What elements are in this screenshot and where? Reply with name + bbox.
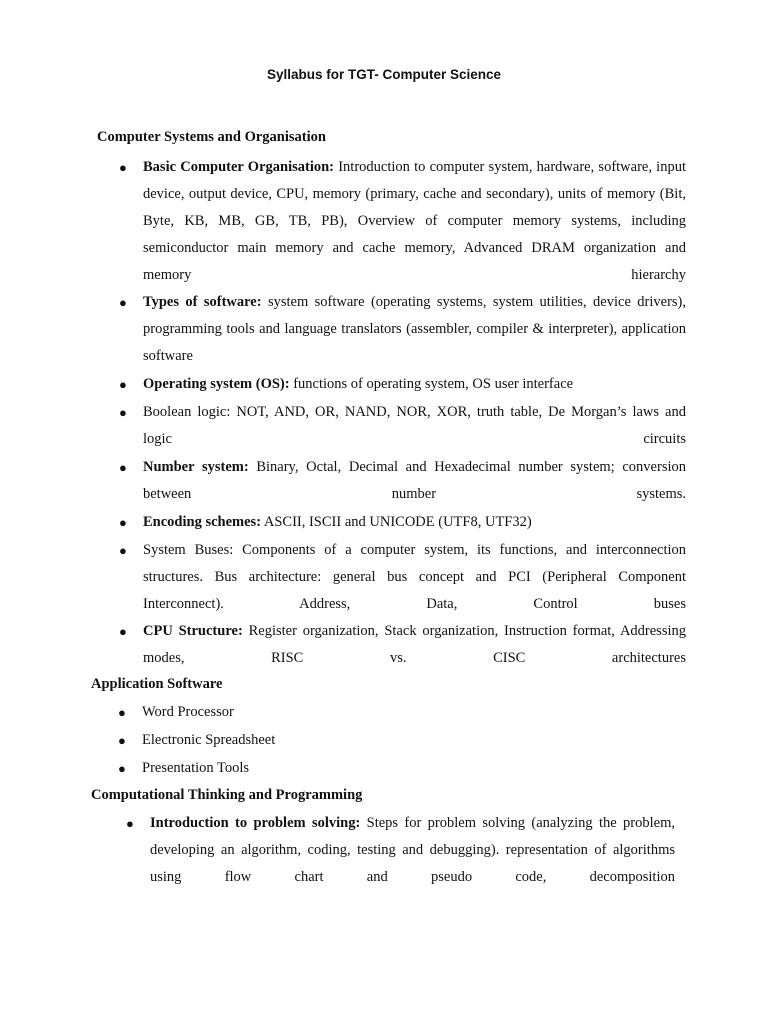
list-item: ● Types of software: system software (operating systems, system utilities, device drivers), programming tools and language translators (assembler, compiler & interpreter), application software bbox=[143, 289, 686, 397]
bullet-icon: ● bbox=[119, 295, 127, 310]
bullet-icon: ● bbox=[118, 705, 126, 720]
section-heading-computational-thinking: Computational Thinking and Programming bbox=[91, 787, 363, 803]
bullet-icon: ● bbox=[119, 460, 127, 475]
list-item: ● Number system: Binary, Octal, Decimal and Hexadecimal number system; conversion between number systems. bbox=[143, 454, 686, 535]
bullet-icon: ● bbox=[119, 160, 127, 175]
list-item: ● Boolean logic: NOT, AND, OR, NAND, NOR, XOR, truth table, De Morgan’s laws and logic circuits bbox=[143, 399, 686, 480]
bullet-icon: ● bbox=[119, 377, 127, 392]
bullet-icon: ● bbox=[119, 515, 127, 530]
list-item: ● Presentation Tools bbox=[142, 755, 685, 782]
list-item: ● Encoding schemes: ASCII, ISCII and UNICODE (UTF8, UTF32) bbox=[143, 509, 686, 536]
section-heading-computer-systems: Computer Systems and Organisation bbox=[97, 129, 326, 145]
page-title: Syllabus for TGT- Computer Science bbox=[266, 67, 502, 82]
list-item: ● Operating system (OS): functions of operating system, OS user interface bbox=[143, 371, 686, 398]
list-item: ● CPU Structure: Register organization, Stack organization, Instruction format, Addressing modes, RISC vs. CISC architectures bbox=[143, 618, 686, 699]
bullet-icon: ● bbox=[119, 543, 127, 558]
bullet-icon: ● bbox=[118, 733, 126, 748]
section-heading-application-software: Application Software bbox=[91, 676, 223, 692]
list-item: ● Basic Computer Organisation: Introduction to computer system, hardware, software, input device, output device, CPU, memory (primary, cache and secondary), units of memory (Bit, Byte, KB, MB, GB, TB, PB), Overview of computer memory systems, including semiconductor main memory and cache memory, Advanced DRAM organization and memory hierarchy bbox=[143, 154, 686, 316]
bullet-icon: ● bbox=[126, 816, 134, 831]
bullet-icon: ● bbox=[119, 405, 127, 420]
list-item: ● Introduction to problem solving: Steps for problem solving (analyzing the problem, developing an algorithm, coding, testing and debugging). representation of algorithms using flow chart and pseudo code, decomposition bbox=[150, 810, 675, 918]
bullet-icon: ● bbox=[118, 761, 126, 776]
list-item: ● System Buses: Components of a computer system, its functions, and interconnection structures. Bus architecture: general bus concept and PCI (Peripheral Component Interconnect). Address, Data, Control buses bbox=[143, 537, 686, 645]
list-item: ● Electronic Spreadsheet bbox=[142, 727, 685, 754]
bullet-icon: ● bbox=[119, 624, 127, 639]
list-item: ● Word Processor bbox=[142, 699, 685, 726]
